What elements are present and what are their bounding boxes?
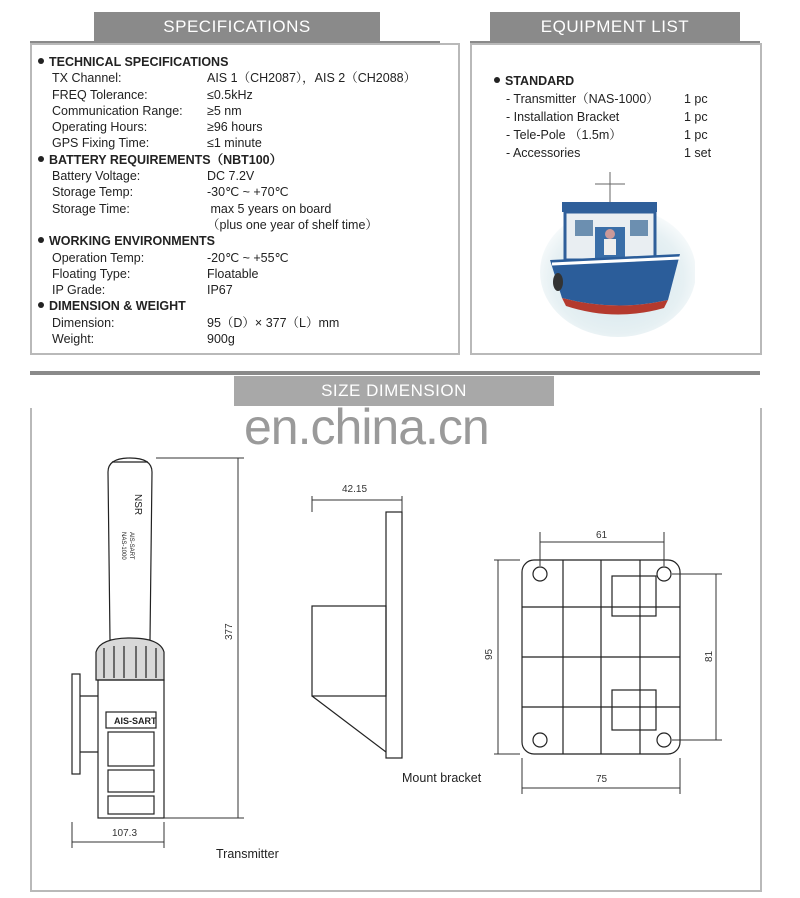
bracket-caption: Mount bracket — [402, 771, 482, 785]
spec-row-dimension: Dimension: 95（D）× 377（L）mm — [52, 315, 340, 330]
device-label: AIS-SART — [114, 716, 157, 726]
dim-hole-span-x-label: 61 — [596, 530, 608, 541]
battery-title: BATTERY REQUIREMENTS（NBT100） — [38, 152, 458, 168]
transmitter-caption: Transmitter — [216, 847, 279, 861]
transmitter-collar — [96, 638, 164, 680]
transmitter-bracket — [72, 674, 80, 774]
spec-row-floating-type: Floating Type: Floatable — [52, 266, 259, 281]
equipment-item-transmitter: - Transmitter（NAS-1000） 1 pc — [506, 92, 708, 106]
dim-hole-span-y-label: 81 — [704, 650, 715, 662]
spec-row-tx-channel: TX Channel: AIS 1（CH2087），AIS 2（CH2088） — [52, 71, 417, 86]
specifications-header: SPECIFICATIONS — [94, 12, 380, 42]
watermark: en.china.cn — [244, 399, 489, 455]
spec-row-shelf-time: （plus one year of shelf time） — [207, 217, 378, 232]
spec-row-operating-hours: Operating Hours: ≥96 hours — [52, 120, 263, 135]
bracket-arm — [312, 606, 386, 696]
device-brand: NSR — [132, 494, 143, 516]
dim-height-label: 95 — [484, 648, 495, 660]
equipment-list-header: EQUIPMENT LIST — [490, 12, 740, 42]
device-type: AIS-SART — [128, 532, 134, 560]
equipment-item-tele-pole: - Tele-Pole （1.5m） 1 pc — [506, 128, 708, 142]
spec-row-gps-fixing: GPS Fixing Time: ≤1 minute — [52, 136, 262, 151]
spec-row-operation-temp: Operation Temp: -20℃ ~ +55℃ — [52, 250, 289, 265]
dimension-weight-title: DIMENSION & WEIGHT — [38, 298, 458, 314]
spec-row-freq-tolerance: FREQ Tolerance: ≤0.5kHz — [52, 87, 253, 102]
equipment-item-accessories: - Accessories 1 set — [506, 146, 712, 160]
spec-row-comm-range: Communication Range: ≥5 nm — [52, 103, 242, 118]
device-model: NAS-1000 — [120, 532, 126, 560]
dim-width-bracket-label: 75 — [596, 774, 608, 785]
dim-width-label: 107.3 — [112, 828, 138, 839]
spec-row-storage-temp: Storage Temp: -30℃ ~ +70℃ — [52, 185, 289, 200]
equipment-item-bracket: - Installation Bracket 1 pc — [506, 110, 708, 124]
size-dimension-header: SIZE DIMENSION — [234, 376, 554, 406]
spec-row-ip-grade: IP Grade: IP67 — [52, 283, 233, 298]
spec-row-battery-voltage: Battery Voltage: DC 7.2V — [52, 169, 255, 184]
dim-length-label: 377 — [224, 623, 235, 640]
spec-row-storage-time: Storage Time: max 5 years on board — [52, 201, 332, 216]
dim-bracket-depth-label: 42.15 — [342, 484, 368, 495]
standard-title: STANDARD — [494, 72, 711, 90]
spec-row-weight: Weight: 900g — [52, 332, 235, 347]
technical-specs-title: TECHNICAL SPECIFICATIONS — [38, 54, 458, 70]
bracket-plate — [386, 512, 402, 758]
working-env-title: WORKING ENVIRONMENTS — [38, 233, 458, 249]
